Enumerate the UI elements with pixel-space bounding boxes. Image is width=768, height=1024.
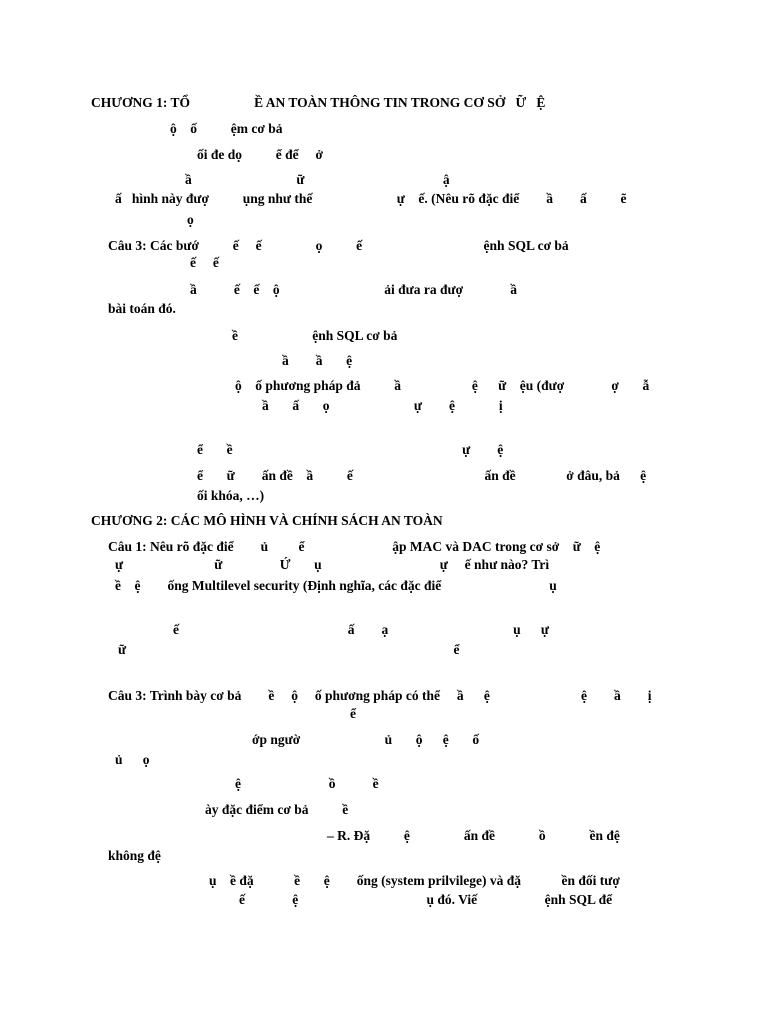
text-line: không đệ bbox=[108, 848, 161, 863]
text-line: bài toán đó. bbox=[108, 301, 176, 316]
question-3-line: Câu 3: Các bướ ế ế ọ ế ệnh SQL cơ bả bbox=[108, 238, 569, 253]
text-line: ể ữ ấn đề ầ ế ấn đề ở đâu, bả ệ bbox=[197, 468, 647, 483]
text-line: ớp ngườ ủ ộ ệ ố bbox=[252, 732, 480, 747]
text-line: ầ ầ ệ bbox=[282, 353, 353, 368]
text-line: ế ệ ụ đó. Viế ệnh SQL để bbox=[239, 892, 613, 907]
text-line: ầ ế ế ộ ải đưa ra đượ ầ bbox=[190, 282, 518, 297]
text-line: ày đặc điểm cơ bả ề bbox=[205, 802, 349, 817]
text-line: ể ề ự ệ bbox=[197, 442, 504, 457]
text-line: ế ấ ạ ụ ự bbox=[173, 622, 549, 637]
text-line: ế ế bbox=[190, 255, 219, 270]
text-line: ề ệ ống Multilevel security (Định nghĩa, các đặc điể ụ bbox=[115, 578, 557, 593]
text-line: ể bbox=[350, 706, 356, 721]
chapter-1-heading: CHƯƠNG 1: TỔ Ề AN TOÀN THÔNG TIN TRONG CƠ SỞ Ữ Ệ bbox=[91, 95, 546, 110]
text-line: ấ hình này đượ ụng như thế ự ế. (Nêu rõ đặc điể ầ ấ ẽ bbox=[115, 191, 627, 206]
text-line: ữ ể bbox=[118, 642, 460, 657]
text-line: – R. Đặ ệ ấn đề ồ ền đệ bbox=[327, 828, 620, 843]
text-line: ệ ồ ề bbox=[235, 776, 379, 791]
question-1-line: Câu 1: Nêu rõ đặc điể ủ ể ập MAC và DAC trong cơ sở ữ ệ bbox=[108, 539, 601, 554]
chapter-2-heading: CHƯƠNG 2: CÁC MÔ HÌNH VÀ CHÍNH SÁCH AN TOÀN bbox=[91, 513, 443, 528]
question-3-line: Câu 3: Trình bày cơ bả ề ộ ố phương pháp có thể ầ ệ ệ ầ ị bbox=[108, 688, 652, 703]
text-line: ọ bbox=[187, 212, 194, 227]
text-line: ự ữ Ứ ụ ự ế như nào? Trì bbox=[115, 557, 550, 572]
text-line: ộ ố phương pháp đả ầ ệ ữ ệu (đượ ợ ẫ bbox=[235, 378, 650, 393]
text-line: ầ ấ ọ ự ệ ị bbox=[262, 398, 503, 413]
text-line: ề ệnh SQL cơ bả bbox=[232, 328, 398, 343]
text-line: ối khóa, …) bbox=[197, 488, 265, 503]
text-line: ộ ố ệm cơ bả bbox=[170, 121, 283, 136]
text-line: ối đe dọ ể để ở bbox=[197, 147, 323, 162]
text-line: ụ ề đặ ề ệ ống (system prilvilege) và đặ ền đối tượ bbox=[209, 873, 620, 888]
text-line: ầ ữ ậ bbox=[185, 172, 450, 187]
text-line: ủ ọ bbox=[115, 752, 150, 767]
